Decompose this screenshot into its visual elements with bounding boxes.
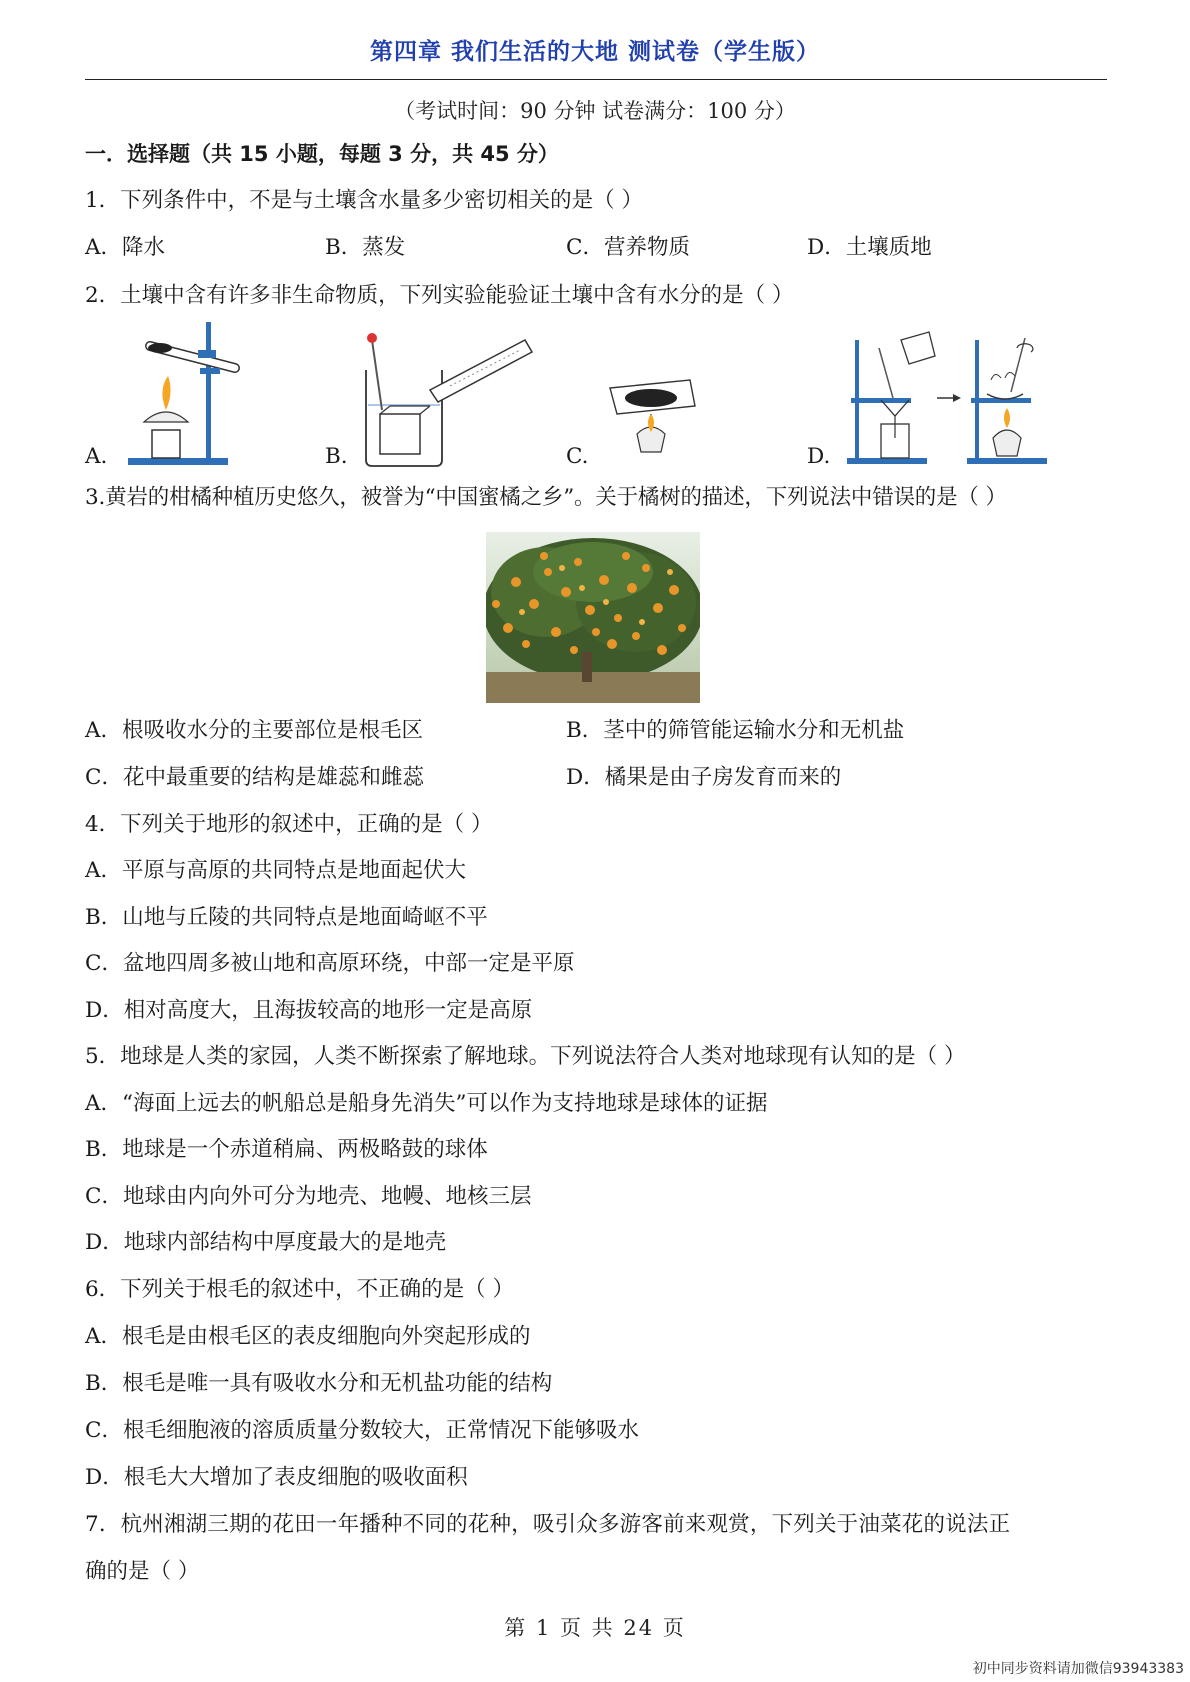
page-title: 第四章 我们生活的大地 测试卷（学生版） bbox=[369, 39, 820, 65]
q1-option-d: D．土壤质地 bbox=[807, 235, 932, 260]
q1-option-a: A．降水 bbox=[85, 235, 166, 260]
q4-option-d: D．相对高度大，且海拔较高的地形一定是高原 bbox=[85, 998, 533, 1023]
section-title: 一．选择题（共 15 小题，每题 3 分，共 45 分） bbox=[85, 142, 559, 166]
q3-option-d: D．橘果是由子房发育而来的 bbox=[566, 765, 842, 790]
q2-figure-b-beaker-water bbox=[360, 330, 535, 470]
q2-option-a-label: A. bbox=[85, 444, 108, 469]
q3-option-a: A．根吸收水分的主要部位是根毛区 bbox=[85, 718, 424, 743]
q6-option-a: A．根毛是由根毛区的表皮细胞向外突起形成的 bbox=[85, 1324, 531, 1349]
exam-info: （考试时间：90 分钟 试卷满分：100 分） bbox=[394, 99, 796, 123]
q2-option-c-label: C. bbox=[566, 444, 589, 469]
q2-option-d-label: D. bbox=[807, 444, 831, 469]
q4-option-b: B．山地与丘陵的共同特点是地面崎岖不平 bbox=[85, 905, 488, 930]
q5-option-d: D．地球内部结构中厚度最大的是地壳 bbox=[85, 1230, 447, 1255]
q6-option-c: C．根毛细胞液的溶质质量分数较大，正常情况下能够吸水 bbox=[85, 1418, 639, 1443]
q2-figure-c-burning-soil bbox=[605, 372, 700, 467]
question-3-stem: 3.黄岩的柑橘种植历史悠久，被誉为“中国蜜橘之乡”。关于橘树的描述，下列说法中错误的是（ ） bbox=[85, 485, 1007, 510]
q3-orange-tree-photo bbox=[486, 532, 700, 703]
title-divider bbox=[85, 79, 1107, 80]
q5-option-a: A．“海面上远去的帆船总是船身先消失”可以作为支持地球是球体的证据 bbox=[85, 1091, 768, 1116]
q2-figure-a-test-tube-heating bbox=[120, 318, 260, 468]
question-7-stem-line2: 确的是（ ） bbox=[85, 1559, 200, 1584]
question-6-stem: 6．下列关于根毛的叙述中，不正确的是（ ） bbox=[85, 1277, 515, 1302]
q5-option-c: C．地球由内向外可分为地壳、地幔、地核三层 bbox=[85, 1184, 532, 1209]
q5-option-b: B．地球是一个赤道稍扁、两极略鼓的球体 bbox=[85, 1137, 488, 1162]
question-1-stem: 1．下列条件中，不是与土壤含水量多少密切相关的是（ ） bbox=[85, 188, 644, 213]
q6-option-b: B．根毛是唯一具有吸收水分和无机盐功能的结构 bbox=[85, 1371, 553, 1396]
q3-option-b: B．茎中的筛管能运输水分和无机盐 bbox=[566, 718, 905, 743]
question-2-stem: 2．土壤中含有许多非生命物质，下列实验能验证土壤中含有水分的是（ ） bbox=[85, 283, 794, 308]
watermark-text: 初中同步资料请加微信93943383 bbox=[972, 1661, 1184, 1677]
q2-figure-d-filtration-evaporation bbox=[845, 328, 1055, 468]
q3-option-c: C．花中最重要的结构是雄蕊和雌蕊 bbox=[85, 765, 424, 790]
q1-option-c: C．营养物质 bbox=[566, 235, 690, 260]
q1-option-b: B．蒸发 bbox=[325, 235, 406, 260]
q4-option-c: C．盆地四周多被山地和高原环绕，中部一定是平原 bbox=[85, 951, 575, 976]
q2-option-b-label: B. bbox=[325, 444, 348, 469]
question-4-stem: 4．下列关于地形的叙述中，正确的是（ ） bbox=[85, 812, 493, 837]
page-number: 第 1 页 共 24 页 bbox=[504, 1616, 686, 1640]
q6-option-d: D．根毛大大增加了表皮细胞的吸收面积 bbox=[85, 1465, 468, 1490]
question-7-stem-line1: 7．杭州湘湖三期的花田一年播种不同的花种，吸引众多游客前来观赏，下列关于油菜花的说法正 bbox=[85, 1512, 1011, 1537]
question-5-stem: 5．地球是人类的家园，人类不断探索了解地球。下列说法符合人类对地球现有认知的是（ ） bbox=[85, 1044, 966, 1069]
q4-option-a: A．平原与高原的共同特点是地面起伏大 bbox=[85, 858, 467, 883]
